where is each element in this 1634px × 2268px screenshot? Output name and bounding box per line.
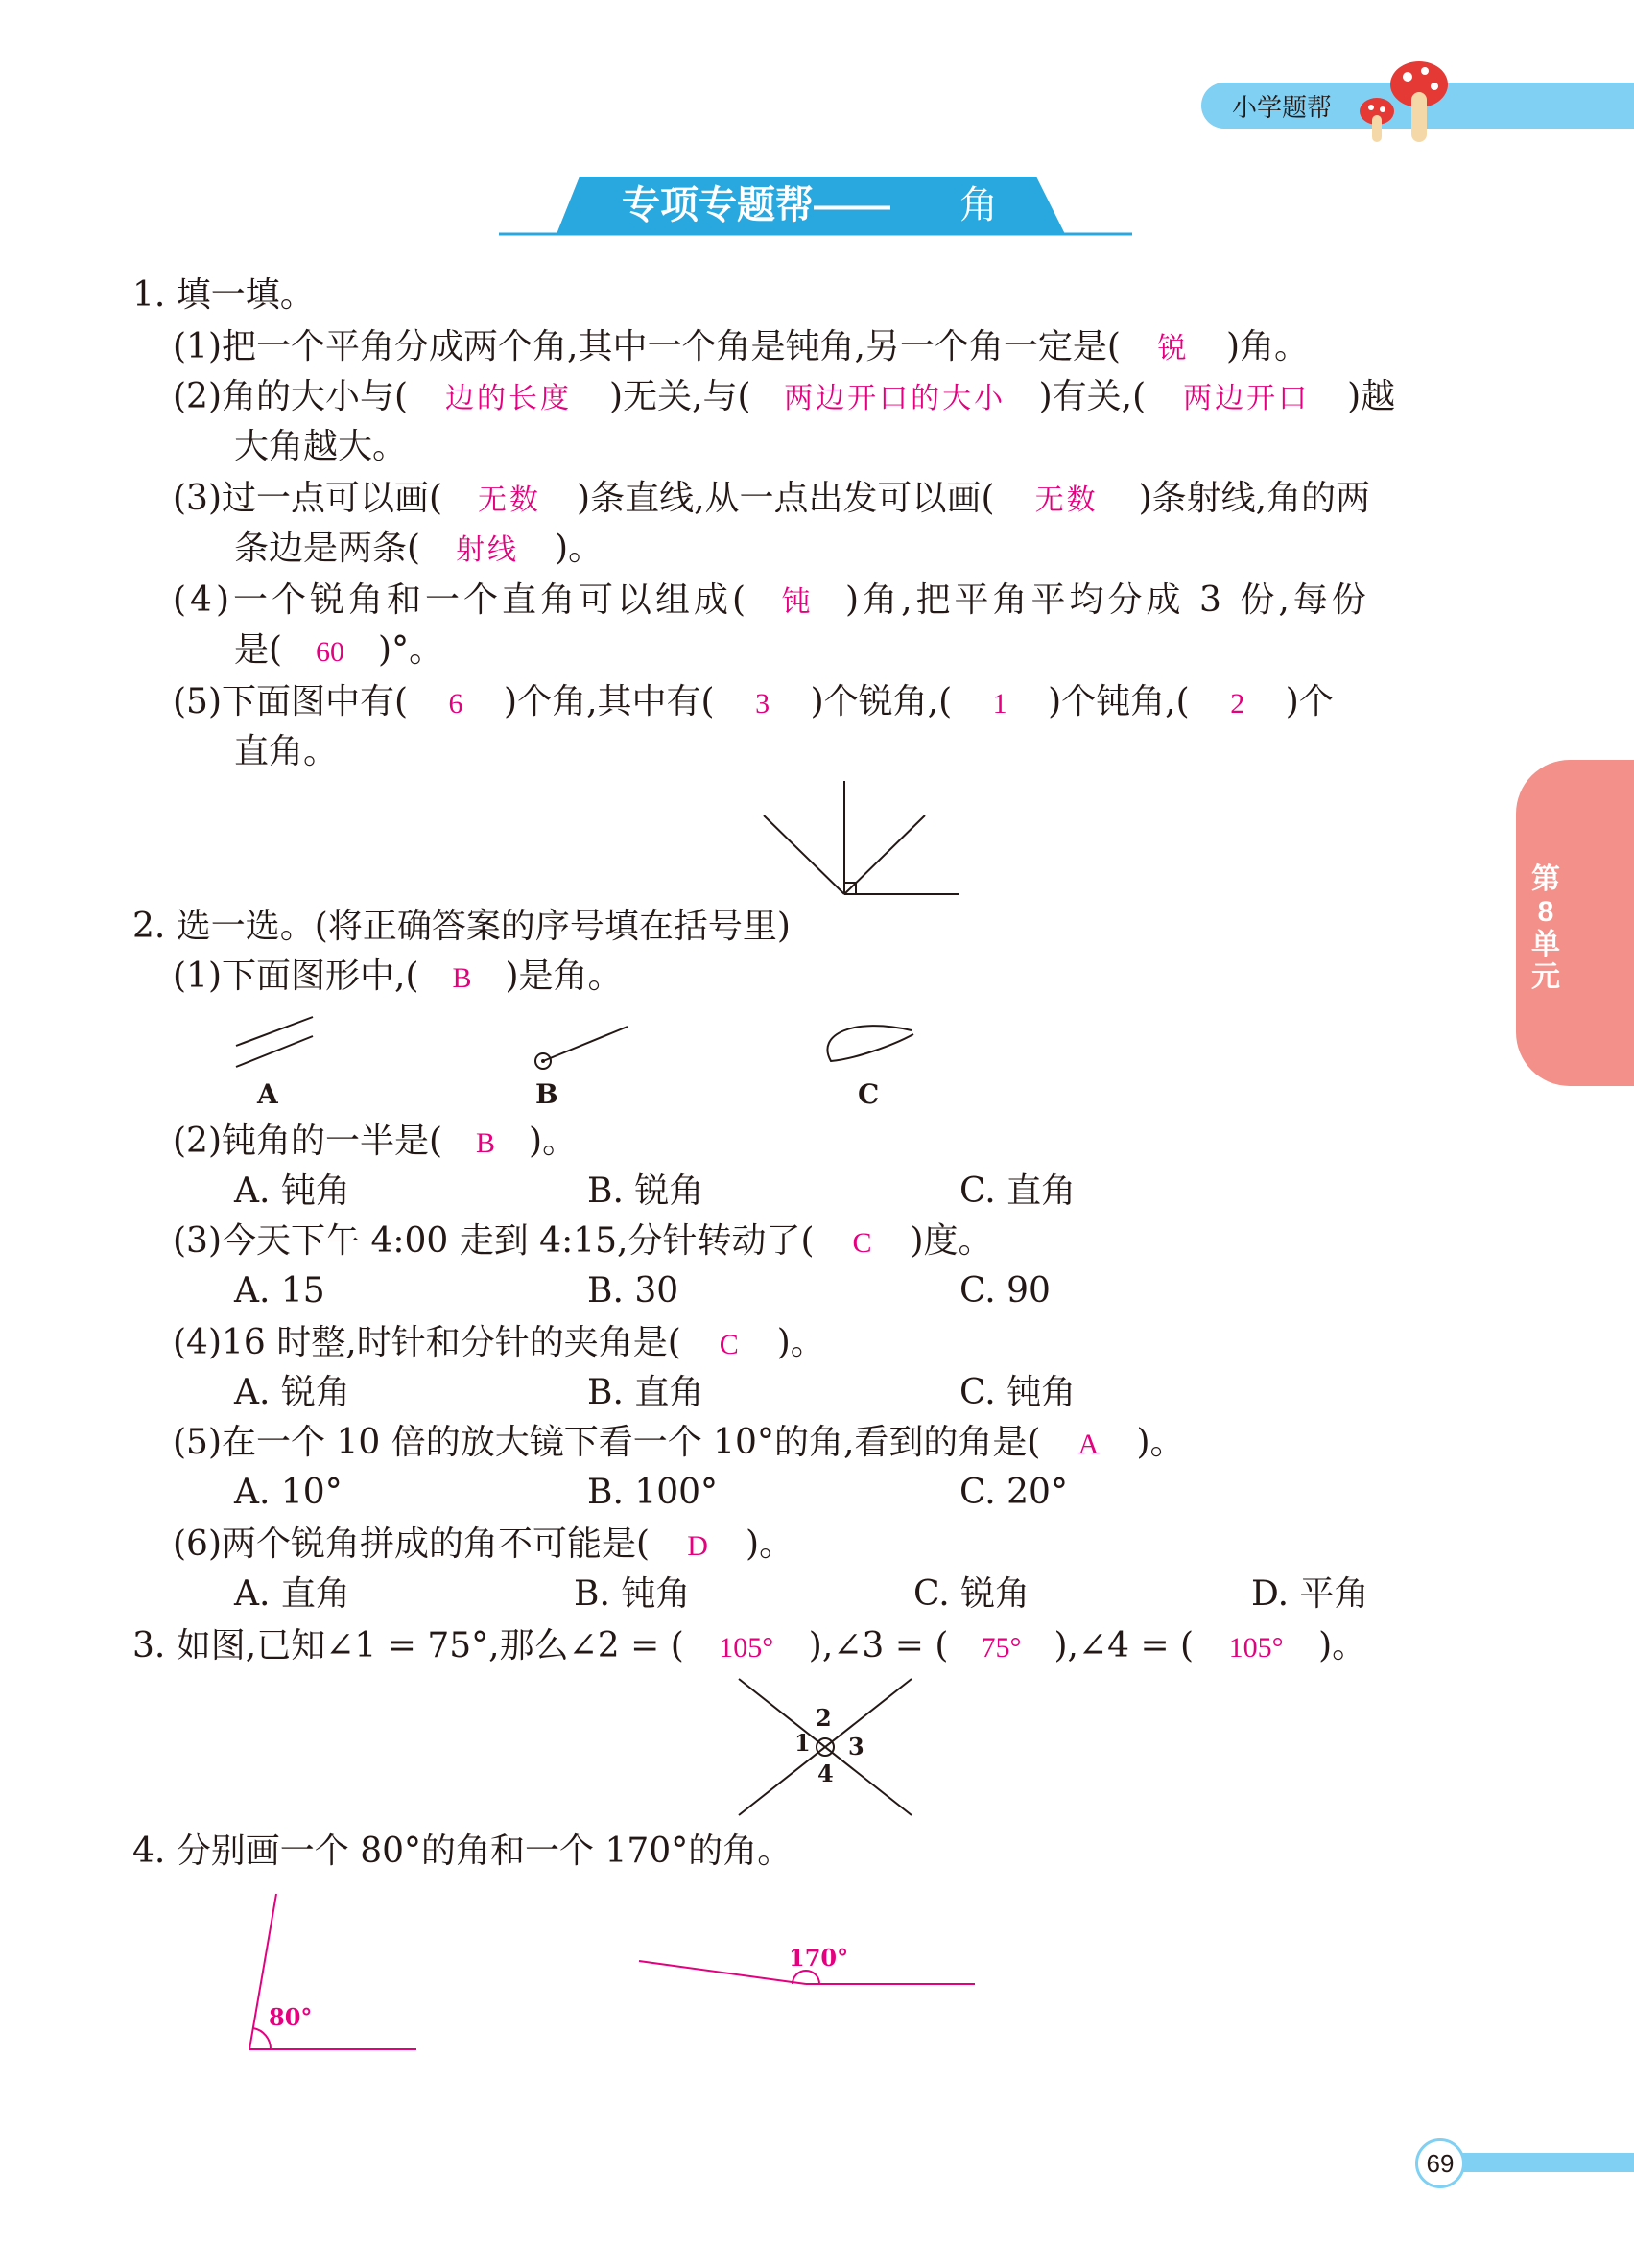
q2-s4: (4)16 时整,时针和分针的夹角是( C )。	[173, 1318, 825, 1370]
option: B. 直角	[587, 1373, 704, 1412]
mushroom-icon	[1348, 56, 1463, 152]
answer: C	[719, 1329, 739, 1360]
q2-s3: (3)今天下午 4:00 走到 4:15,分针转动了( C )度。	[173, 1217, 993, 1268]
option: B. 30	[587, 1271, 679, 1311]
angle-170-drawing	[633, 1890, 979, 1996]
q1-s5-cont: 直角。	[234, 732, 339, 771]
answer: 3	[755, 688, 770, 720]
q2-s2: (2)钝角的一半是( B )。	[173, 1117, 577, 1169]
angle-170-label: 170°	[789, 1944, 849, 1972]
option: C. 直角	[959, 1171, 1077, 1211]
answer: 无数	[1034, 484, 1099, 516]
answer: 钝	[781, 586, 814, 618]
answer: 2	[1230, 688, 1245, 720]
q1-s2: (2)角的大小与( 边的长度 )无关,与( 两边开口的大小 )有关,( 两边开口 )越	[173, 372, 1395, 424]
option: C. 90	[959, 1271, 1051, 1311]
q1-s1: (1)把一个平角分成两个角,其中一个角是钝角,另一个角一定是( 锐 )角。	[173, 322, 1309, 374]
option: B. 钝角	[574, 1574, 691, 1614]
option: C. 钝角	[959, 1373, 1077, 1412]
intersecting-lines-figure	[729, 1675, 921, 1819]
q1-s2-cont: 大角越大。	[234, 427, 408, 466]
option: C. 20°	[959, 1473, 1068, 1512]
answer: 1	[992, 688, 1007, 720]
answer: 边的长度	[445, 383, 573, 414]
answer: 75°	[981, 1632, 1022, 1664]
answer: 两边开口的大小	[784, 383, 1006, 414]
answer: 无数	[478, 484, 542, 516]
q1-s5: (5)下面图中有( 6 )个角,其中有( 3 )个锐角,( 1 )个钝角,( 2 )个	[173, 677, 1334, 729]
option: D. 平角	[1251, 1574, 1369, 1614]
q2-heading: 2. 选一选。(将正确答案的序号填在括号里)	[132, 907, 791, 946]
option: A. 直角	[234, 1574, 350, 1614]
figure-label-a: A	[257, 1078, 278, 1110]
q2-s5: (5)在一个 10 倍的放大镜下看一个 10°的角,看到的角是( A )。	[173, 1418, 1184, 1470]
option: A. 钝角	[234, 1171, 350, 1211]
angle-label-1: 1	[794, 1729, 811, 1757]
shape-figures	[230, 1007, 940, 1075]
q1-s4: (4)一个锐角和一个直角可以组成( 钝 )角,把平角平均分成 3 份,每份	[173, 576, 1370, 627]
option: A. 锐角	[234, 1373, 350, 1412]
option: C. 锐角	[913, 1574, 1030, 1614]
option: A. 15	[234, 1271, 325, 1311]
angle-80-drawing	[240, 1890, 432, 2063]
title-main: 专项专题帮——	[622, 184, 890, 226]
figure-label-b: B	[535, 1078, 558, 1110]
q3-line: 3. 如图,已知∠1 = 75°,那么∠2 = ( 105° ),∠3 = ( 75° ),∠4 = ( 105° )。	[132, 1621, 1366, 1673]
answer: B	[452, 962, 472, 994]
answer: B	[476, 1127, 496, 1159]
q4-heading: 4. 分别画一个 80°的角和一个 170°的角。	[132, 1831, 793, 1871]
option: A. 10°	[234, 1473, 343, 1512]
page-number: 69	[1415, 2138, 1465, 2188]
answer: C	[852, 1227, 872, 1259]
angle-label-4: 4	[817, 1760, 834, 1787]
answer: 105°	[1228, 1632, 1284, 1664]
answer: 两边开口	[1183, 383, 1311, 414]
q1-heading: 1. 填一填。	[132, 275, 315, 315]
answer: 105°	[719, 1632, 774, 1664]
title-topic: 角	[959, 183, 998, 227]
q1-s4-cont: 是( 60 )°。	[234, 626, 443, 677]
answer: 锐	[1157, 333, 1190, 365]
answer: 60	[316, 636, 345, 668]
q2-s1: (1)下面图形中,( B )是角。	[173, 952, 623, 1004]
angle-label-3: 3	[848, 1733, 864, 1760]
angle-figure-q1	[758, 779, 969, 900]
answer: 射线	[456, 534, 520, 566]
side-tab-label: 第 8 单 元	[1531, 863, 1560, 993]
q2-s6: (6)两个锐角拼成的角不可能是( D )。	[173, 1520, 793, 1571]
angle-80-label: 80°	[269, 2003, 313, 2031]
q1-s3: (3)过一点可以画( 无数 )条直线,从一点出发可以画( 无数 )条射线,角的两	[173, 474, 1370, 526]
answer: 6	[448, 688, 463, 720]
header-brand: 小学题帮	[1232, 93, 1333, 122]
q1-s3-cont: 条边是两条( 射线 )。	[234, 524, 603, 576]
option: B. 锐角	[587, 1171, 704, 1211]
figure-label-c: C	[858, 1078, 880, 1110]
answer: A	[1077, 1429, 1100, 1460]
page-number-bar	[1449, 2153, 1634, 2172]
answer: D	[687, 1530, 708, 1562]
angle-label-2: 2	[816, 1704, 832, 1732]
option: B. 100°	[587, 1473, 719, 1512]
